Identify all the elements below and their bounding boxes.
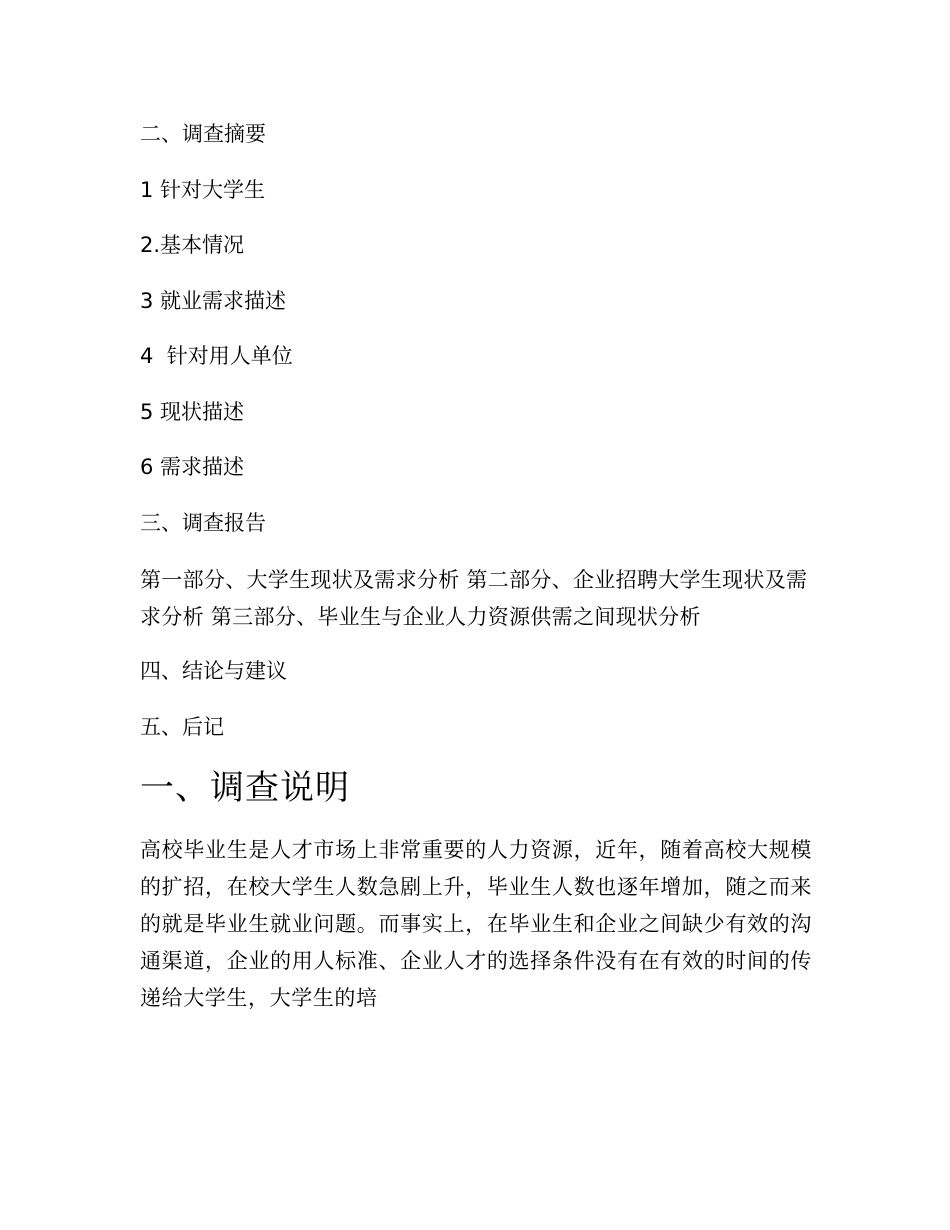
toc-postscript-heading: 五、后记 (140, 714, 224, 739)
toc-report-parts: 第一部分、大学生现状及需求分析 第二部分、企业招聘大学生现状及需求分析 第三部分、毕业生与企业人力资源供需之间现状分析 (140, 568, 808, 629)
toc-item-1: 1 针对大学生 (140, 177, 266, 202)
toc-report-heading: 三、调查报告 (140, 510, 266, 535)
toc-item-5: 5 现状描述 (140, 399, 245, 424)
section-paragraph: 高校毕业生是人才市场上非常重要的人力资源，近年，随着高校大规模的扩招，在校大学生人数急剧上升，毕业生人数也逐年增加，随之而来的就是毕业生就业问题。而事实上，在毕业生和企业之间缺少有效的沟通渠道，企业的用人标准、企业人才的选择条件没有在有效的时间的传递给大学生，大学生的培 (140, 838, 812, 1010)
toc-summary-heading: 二、调查摘要 (140, 122, 266, 146)
toc-item-2: 2.基本情况 (140, 233, 245, 257)
section-title: 一、调查说明 (140, 768, 350, 808)
toc-item-4: 4 针对用人单位 (140, 344, 293, 368)
toc-item-6: 6 需求描述 (140, 455, 245, 479)
document-page (140, 118, 812, 1017)
toc-item-3: 3 就业需求描述 (140, 288, 287, 313)
toc-conclusion-heading: 四、结论与建议 (140, 659, 287, 683)
